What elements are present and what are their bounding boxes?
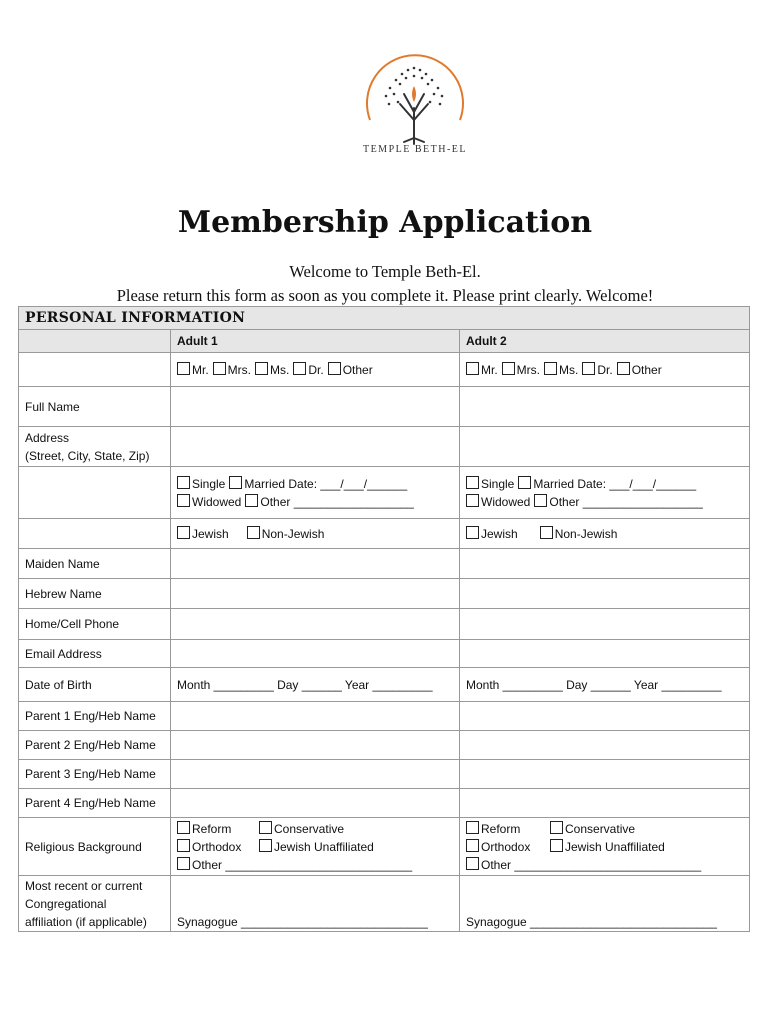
adult2-parent4-field[interactable] (460, 789, 750, 818)
widowed-checkbox[interactable] (177, 494, 190, 507)
adult1-parent4-field[interactable] (171, 789, 460, 818)
adult1-marital-options: Single Married Date: ___/___/______ Widowed Other __________________ (171, 467, 460, 519)
non-jewish-checkbox[interactable] (540, 526, 553, 539)
adult2-email-field[interactable] (460, 640, 750, 668)
adult2-religion-options: Reform Conservative Orthodox Jewish Unaffiliated Other ____________________________ (460, 818, 750, 876)
adult2-dob-field[interactable]: Month _________ Day ______ Year _________ (460, 668, 750, 702)
non-jewish-checkbox[interactable] (247, 526, 260, 539)
adult2-parent2-field[interactable] (460, 731, 750, 760)
adult1-maiden-name-field[interactable] (171, 549, 460, 579)
mr-checkbox[interactable] (466, 362, 479, 375)
adult1-religion-options: Reform Conservative Orthodox Jewish Unaffiliated Other ____________________________ (171, 818, 460, 876)
married-checkbox[interactable] (229, 476, 242, 489)
ms-checkbox[interactable] (544, 362, 557, 375)
dob-label: Date of Birth (19, 668, 171, 702)
unaffiliated-checkbox[interactable] (259, 839, 272, 852)
adult2-address-field[interactable] (460, 427, 750, 467)
conservative-checkbox[interactable] (259, 821, 272, 834)
orthodox-checkbox[interactable] (466, 839, 479, 852)
reform-checkbox[interactable] (177, 821, 190, 834)
section-heading: PERSONAL INFORMATION (19, 307, 750, 330)
title-row-label (19, 353, 171, 387)
adult1-parent2-field[interactable] (171, 731, 460, 760)
parent2-label: Parent 2 Eng/Heb Name (19, 731, 171, 760)
welcome-text: Welcome to Temple Beth-El. (289, 262, 481, 281)
widowed-checkbox[interactable] (466, 494, 479, 507)
mrs-checkbox[interactable] (502, 362, 515, 375)
religious-background-label: Religious Background (19, 818, 171, 876)
jewish-checkbox[interactable] (177, 526, 190, 539)
logo-text: TEMPLE BETH-EL (362, 144, 468, 155)
marital-row-label (19, 467, 171, 519)
phone-label: Home/Cell Phone (19, 609, 171, 640)
affiliation-label: Most recent or current Congregational affiliation (if applicable) (19, 876, 171, 932)
adult1-email-field[interactable] (171, 640, 460, 668)
adult1-dob-field[interactable]: Month _________ Day ______ Year _________ (171, 668, 460, 702)
hebrew-name-label: Hebrew Name (19, 579, 171, 609)
adult2-parent1-field[interactable] (460, 702, 750, 731)
dr-checkbox[interactable] (293, 362, 306, 375)
adult2-full-name-field[interactable] (460, 387, 750, 427)
adult2-marital-options: Single Married Date: ___/___/______ Widowed Other __________________ (460, 467, 750, 519)
single-checkbox[interactable] (466, 476, 479, 489)
other-religion-checkbox[interactable] (177, 857, 190, 870)
adult1-hebrew-name-field[interactable] (171, 579, 460, 609)
jewish-checkbox[interactable] (466, 526, 479, 539)
adult1-faith-options: Jewish Non-Jewish (171, 519, 460, 549)
single-checkbox[interactable] (177, 476, 190, 489)
adult1-address-field[interactable] (171, 427, 460, 467)
instructions-text: Please return this form as soon as you complete it. Please print clearly. Welcome! (116, 286, 654, 305)
adult2-synagogue-field[interactable]: Synagogue ____________________________ (460, 876, 750, 932)
mr-checkbox[interactable] (177, 362, 190, 375)
other-religion-checkbox[interactable] (466, 857, 479, 870)
adult1-title-options: Mr. Mrs. Ms. Dr. Other (171, 353, 460, 387)
reform-checkbox[interactable] (466, 821, 479, 834)
full-name-label: Full Name (19, 387, 171, 427)
adult2-parent3-field[interactable] (460, 760, 750, 789)
address-label: Address (Street, City, State, Zip) (19, 427, 171, 467)
conservative-checkbox[interactable] (550, 821, 563, 834)
other-title-checkbox[interactable] (328, 362, 341, 375)
other-marital-checkbox[interactable] (534, 494, 547, 507)
email-label: Email Address (19, 640, 171, 668)
parent3-label: Parent 3 Eng/Heb Name (19, 760, 171, 789)
other-title-checkbox[interactable] (617, 362, 630, 375)
adult1-parent1-field[interactable] (171, 702, 460, 731)
mrs-checkbox[interactable] (213, 362, 226, 375)
parent4-label: Parent 4 Eng/Heb Name (19, 789, 171, 818)
orthodox-checkbox[interactable] (177, 839, 190, 852)
adult2-header: Adult 2 (460, 330, 750, 353)
parent1-label: Parent 1 Eng/Heb Name (19, 702, 171, 731)
adult1-synagogue-field[interactable]: Synagogue ____________________________ (171, 876, 460, 932)
faith-row-label (19, 519, 171, 549)
married-checkbox[interactable] (518, 476, 531, 489)
page-title: Membership Application (177, 205, 593, 240)
adult1-phone-field[interactable] (171, 609, 460, 640)
adult1-full-name-field[interactable] (171, 387, 460, 427)
adult1-header: Adult 1 (171, 330, 460, 353)
adult1-parent3-field[interactable] (171, 760, 460, 789)
dr-checkbox[interactable] (582, 362, 595, 375)
ms-checkbox[interactable] (255, 362, 268, 375)
other-marital-checkbox[interactable] (245, 494, 258, 507)
adult2-phone-field[interactable] (460, 609, 750, 640)
maiden-name-label: Maiden Name (19, 549, 171, 579)
unaffiliated-checkbox[interactable] (550, 839, 563, 852)
personal-information-table (18, 306, 750, 932)
adult2-title-options: Mr. Mrs. Ms. Dr. Other (460, 353, 750, 387)
header-blank (19, 330, 171, 353)
adult2-faith-options: Jewish Non-Jewish (460, 519, 750, 549)
adult2-hebrew-name-field[interactable] (460, 579, 750, 609)
adult2-maiden-name-field[interactable] (460, 549, 750, 579)
